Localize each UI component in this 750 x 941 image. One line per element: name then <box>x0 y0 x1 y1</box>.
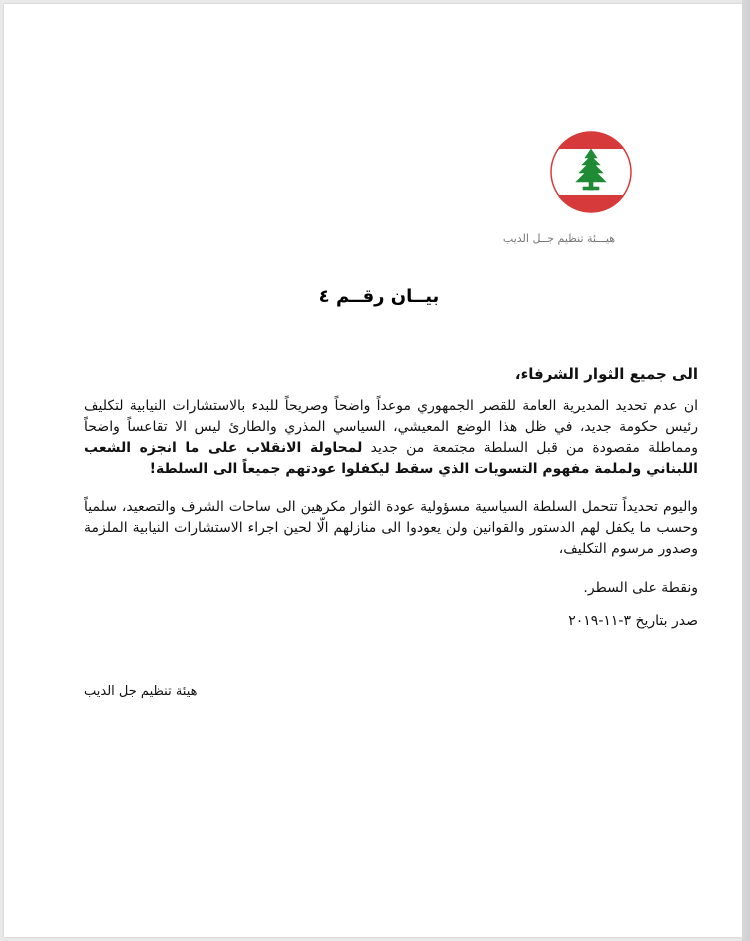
document-page <box>4 4 742 937</box>
page-edge <box>742 0 750 941</box>
lebanese-flag-cedar-icon <box>550 131 632 213</box>
paragraph-2: واليوم تحديداً تتحمل السلطة السياسية مسؤولية عودة الثوار مكرهين الى ساحات الشرف والتصعيد، سلمياً وحسب ما يكفل لهم الدستور والقوانين ولن يعودوا الى منازلهم الّا لحين اجراء الاستشارات النيابية الملزمة وصدور مرسوم التكليف، <box>84 499 698 557</box>
signature-text: هيئة تنظيم جل الديب <box>84 684 198 699</box>
statement-title: بيــان رقــم ٤ <box>318 286 440 307</box>
organization-title: هيـــئة تنظيم جــل الديب <box>502 232 616 245</box>
paragraph-1 <box>84 396 698 480</box>
issue-date: صدر بتاريخ ٣-١١-٢٠١٩ <box>568 613 698 629</box>
greeting-text: الى جميع الثوار الشرفاء، <box>514 365 698 383</box>
paragraph-1-bold: لمحاولة الانقلاب على ما انجزه الشعب اللبناني ولملمة مفهوم التسويات الذي سقط ليكفلوا عودتهم جميعاً الى السلطة! <box>84 440 698 477</box>
closing-line: ونقطة على السطر. <box>583 580 698 596</box>
paragraph-1-normal: ان عدم تحديد المديرية العامة للقصر الجمهوري موعداً واضحاً وصريحاً للبدء بالاستشارات النيابية لتكليف رئيس حكومة جديد، في ظل هذا الوضع المعيشي، السياسي المذري والطارئ ليس الا تقاعساً واضحاً ومماطلة مقصودة من قبل السلطة مجتمعة من جديد <box>84 398 698 456</box>
